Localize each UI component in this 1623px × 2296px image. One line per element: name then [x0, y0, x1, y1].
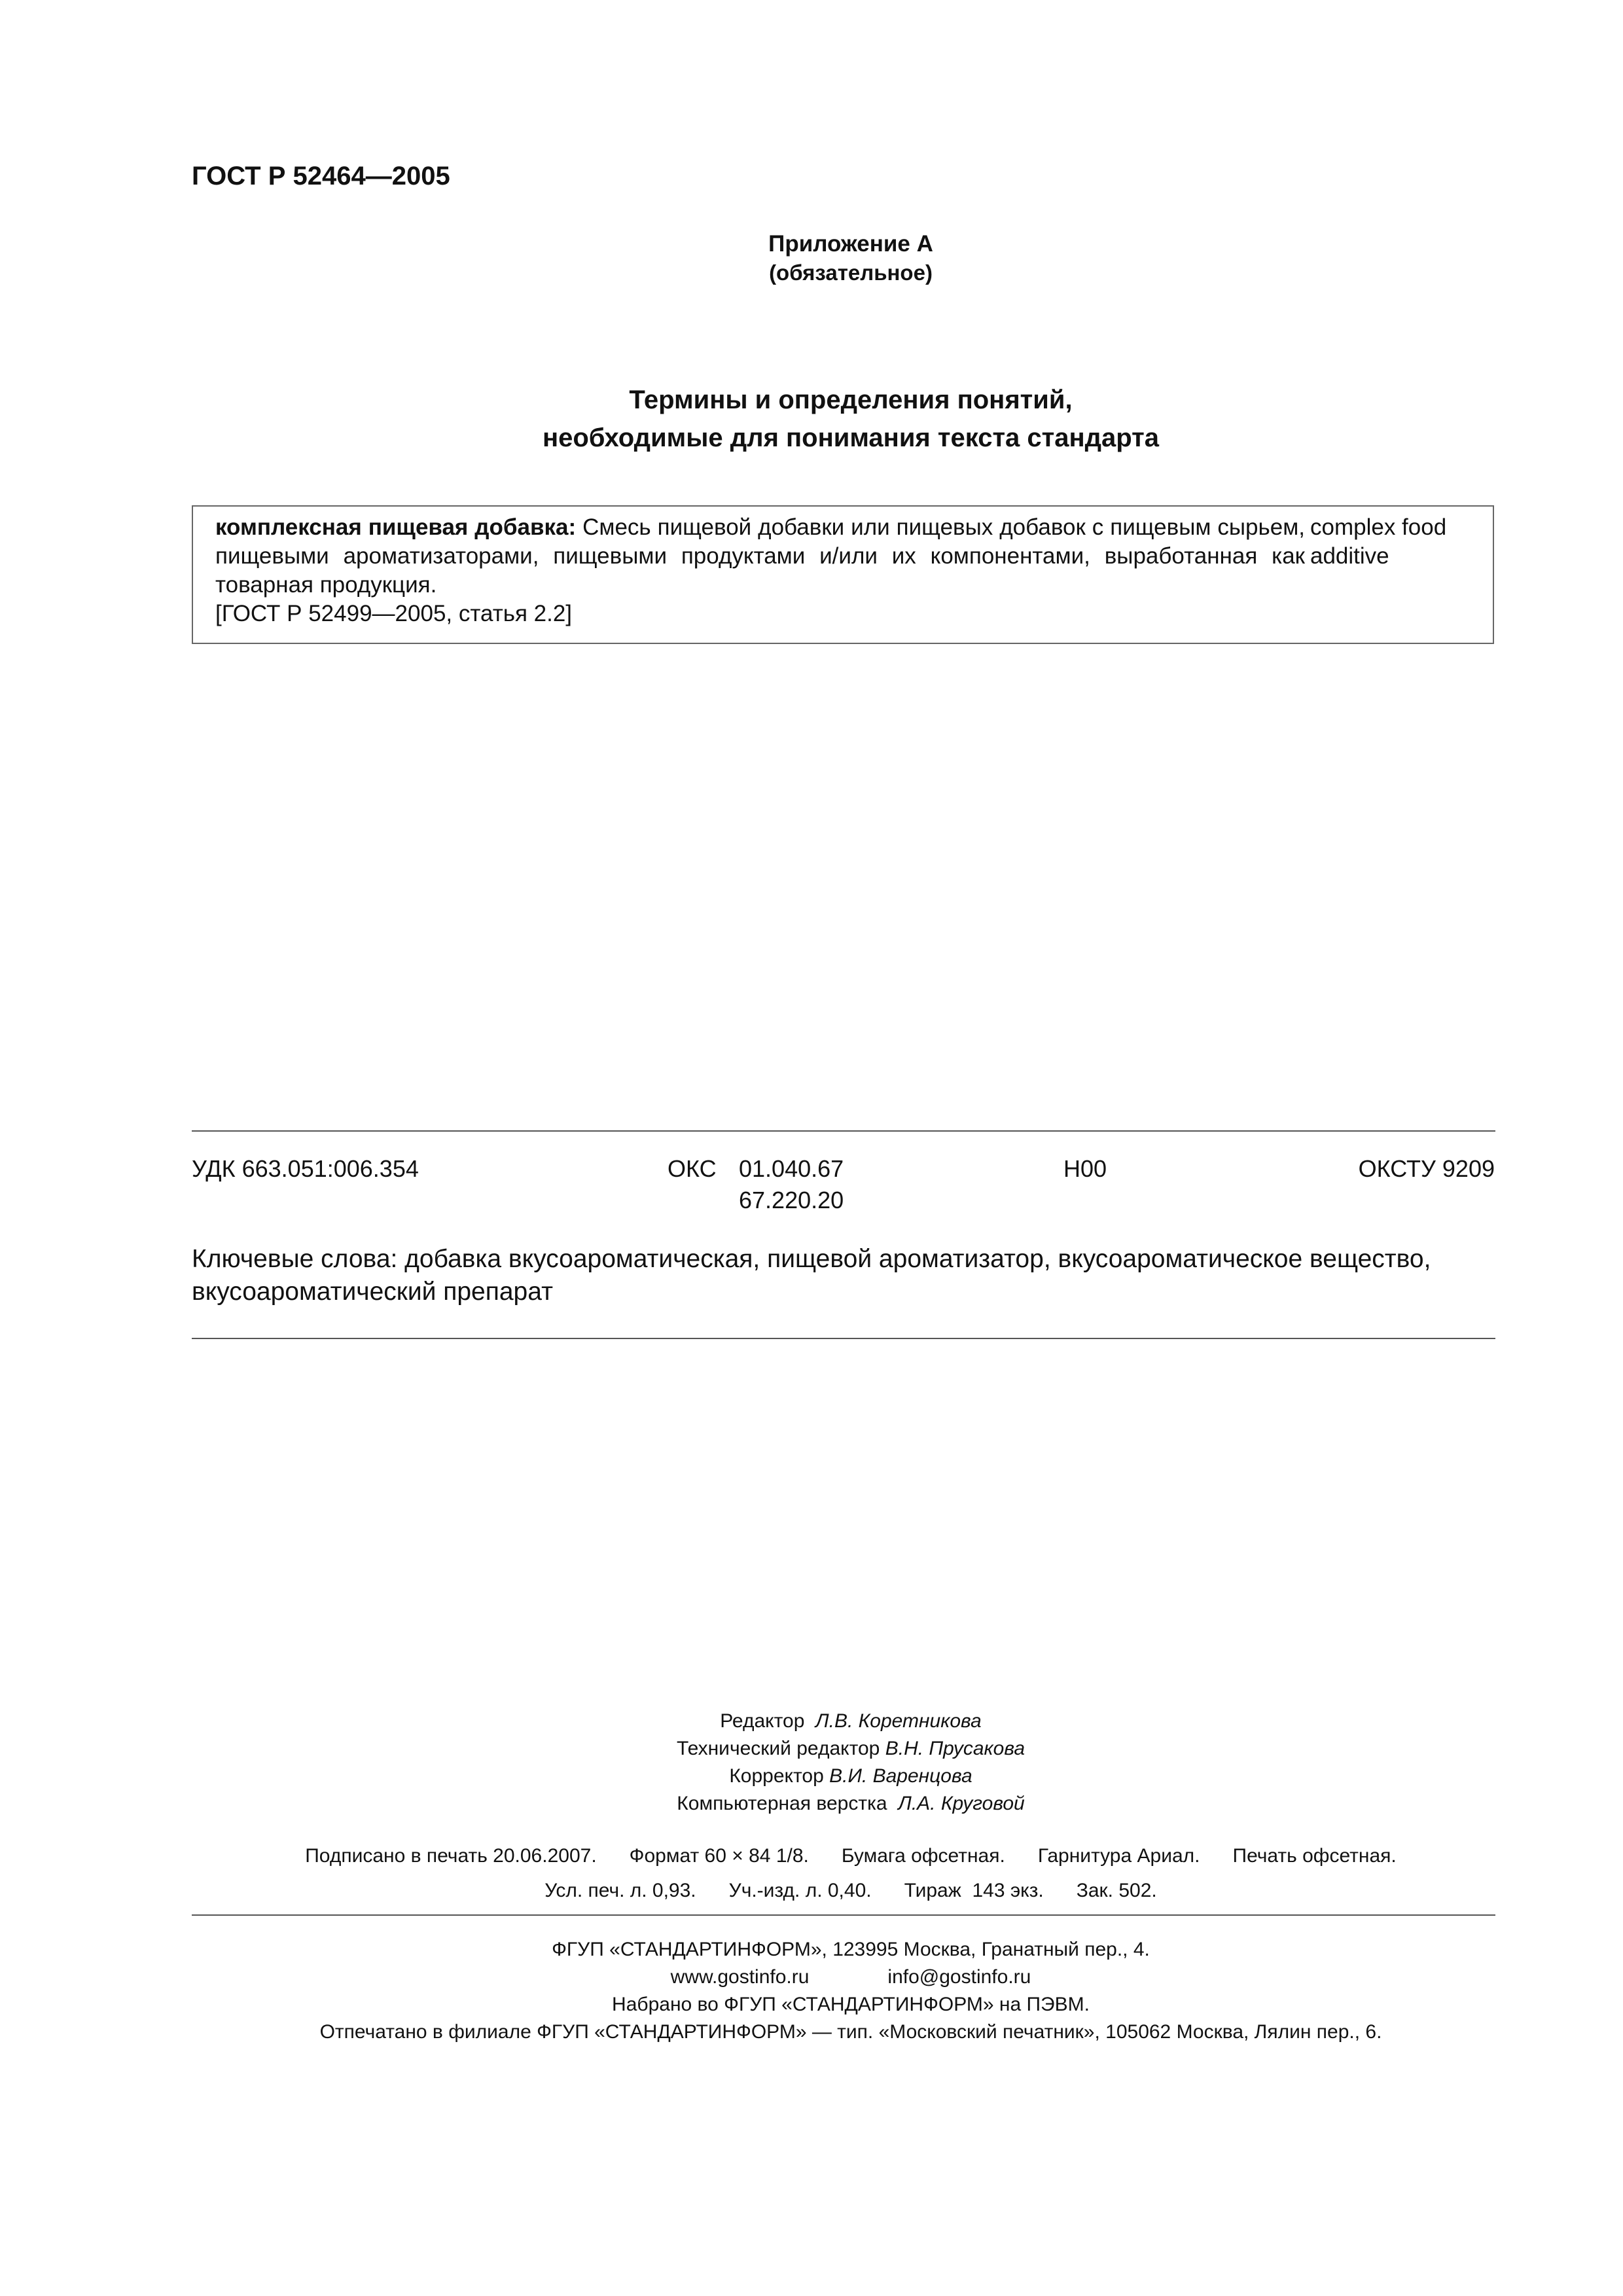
- credit-layout: [0, 1790, 1623, 1818]
- credit-corrector: [0, 1763, 1623, 1790]
- category-code: Н00: [1063, 1155, 1107, 1182]
- credits-block: [0, 1708, 1623, 1818]
- oks-code-1: 01.040.67: [739, 1155, 844, 1182]
- credit-name: Л.А. Круговой: [898, 1793, 1025, 1814]
- credit-editor: [0, 1708, 1623, 1735]
- credit-name: В.Н. Прусакова: [885, 1738, 1026, 1759]
- section-title-line-1: Термины и определения понятий,: [629, 386, 1073, 414]
- term-english: complex food additive: [1310, 514, 1447, 569]
- divider-keywords: [192, 1338, 1495, 1339]
- divider-top: [192, 1130, 1495, 1132]
- oks-code-2: 67.220.20: [739, 1187, 844, 1213]
- publisher-email[interactable]: info@gostinfo.ru: [887, 1966, 1031, 1988]
- section-title: [0, 381, 1623, 457]
- term-name: комплексная пищевая добавка:: [215, 514, 577, 540]
- credit-name: Л.В. Коретникова: [815, 1710, 982, 1732]
- print-info-line-2: Усл. печ. л. 0,93. Уч.-изд. л. 0,40. Тираж 143 экз. Зак. 502.: [544, 1880, 1157, 1901]
- credit-role: Редактор: [720, 1710, 805, 1732]
- print-info-line-1: Подписано в печать 20.06.2007. Формат 60 × 84 1/8. Бумага офсетная. Гарнитура Ариал. Печать офсетная.: [305, 1845, 1397, 1867]
- term-definition: Смесь пищевой добавки или пищевых добавок с пищевым сырьем, пищевыми ароматизаторами, пищевыми продуктами и/или их компонентами, выработанная как товарная продукция.: [215, 514, 1306, 598]
- term-definition-box: [192, 505, 1494, 644]
- publisher-website[interactable]: www.gostinfo.ru: [670, 1966, 810, 1988]
- credit-name: В.И. Варенцова: [829, 1765, 972, 1787]
- keywords: Ключевые слова: добавка вкусоароматическая, пищевой ароматизатор, вкусоароматическое вещество, вкусоароматический препарат: [192, 1245, 1431, 1306]
- publisher-contacts: [0, 1964, 1623, 1991]
- credit-role: Компьютерная верстка: [677, 1793, 887, 1814]
- oks-label: ОКС: [668, 1155, 717, 1182]
- annex-title: Приложение А: [768, 231, 933, 257]
- publisher-block: [0, 1936, 1623, 2046]
- publisher-address: ФГУП «СТАНДАРТИНФОРМ», 123995 Москва, Гранатный пер., 4.: [552, 1939, 1150, 1960]
- credit-role: Технический редактор: [676, 1738, 880, 1759]
- annex-subtitle: (обязательное): [769, 260, 933, 285]
- publisher-printed: Отпечатано в филиале ФГУП «СТАНДАРТИНФОРМ» — тип. «Московский печатник», 105062 Москва, Лялин пер., 6.: [319, 2021, 1382, 2043]
- credit-tech-editor: [0, 1735, 1623, 1763]
- document-code: ГОСТ Р 52464—2005: [192, 162, 450, 190]
- udk-code: УДК 663.051:006.354: [192, 1155, 419, 1182]
- publisher-typeset: Набрано во ФГУП «СТАНДАРТИНФОРМ» на ПЭВМ.: [612, 1994, 1090, 2015]
- divider-bottom: [192, 1914, 1495, 1916]
- section-title-line-2: необходимые для понимания текста стандарта: [542, 423, 1160, 452]
- okstu-code: ОКСТУ 9209: [1358, 1155, 1495, 1182]
- credit-role: Корректор: [729, 1765, 824, 1787]
- term-reference: [ГОСТ Р 52499—2005, статья 2.2]: [215, 601, 573, 626]
- term-text: [215, 513, 1305, 628]
